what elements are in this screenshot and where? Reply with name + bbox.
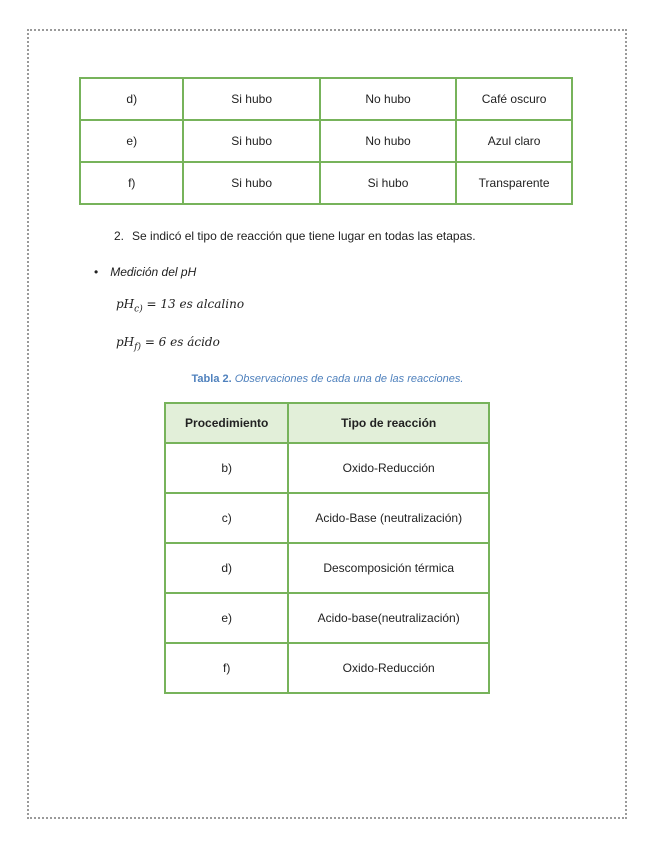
table-row — [165, 643, 489, 693]
table-cell: Si hubo — [183, 120, 319, 162]
table-cell: c) — [165, 493, 288, 543]
table-row — [80, 78, 572, 120]
bullet-icon: • — [94, 265, 99, 279]
formula-rest: = 13 es alcalino — [142, 297, 245, 311]
bullet-text: Medición del pH — [110, 265, 197, 279]
formula-rest: = 6 es ácido — [141, 335, 220, 349]
table-cell: Si hubo — [320, 162, 456, 204]
table-cell: Azul claro — [456, 120, 572, 162]
column-header: Procedimiento — [165, 403, 288, 443]
ph-formula-f — [116, 335, 220, 352]
caption-text: Observaciones de cada una de las reacciones. — [231, 373, 464, 385]
table-cell: Acido-Base (neutralización) — [288, 493, 489, 543]
item-number: 2. — [114, 229, 125, 243]
table-cell: e) — [80, 120, 183, 162]
ph-formula-c — [116, 297, 244, 314]
table-cell: e) — [165, 593, 288, 643]
table-row — [165, 593, 489, 643]
table-caption — [0, 373, 655, 385]
table-cell: d) — [80, 78, 183, 120]
table-cell: Café oscuro — [456, 78, 572, 120]
formula-sub: c) — [134, 304, 143, 315]
table-cell: d) — [165, 543, 288, 593]
observations-table — [79, 77, 573, 205]
table-row — [165, 543, 489, 593]
table-row — [80, 120, 572, 162]
table-cell: Si hubo — [183, 162, 319, 204]
bullet-item — [94, 265, 196, 279]
table-row — [165, 493, 489, 543]
numbered-item — [114, 229, 476, 243]
table-row — [165, 443, 489, 493]
item-text: Se indicó el tipo de reacción que tiene lugar en todas las etapas. — [132, 229, 476, 243]
table-cell: f) — [165, 643, 288, 693]
reaction-type-table — [164, 402, 490, 694]
table-cell: Si hubo — [183, 78, 319, 120]
table-cell: Oxido-Reducción — [288, 643, 489, 693]
caption-label: Tabla 2. — [191, 373, 232, 385]
table-row — [80, 162, 572, 204]
column-header: Tipo de reacción — [288, 403, 489, 443]
formula-base: pH — [116, 297, 135, 311]
table-cell: Oxido-Reducción — [288, 443, 489, 493]
table-cell: Descomposición térmica — [288, 543, 489, 593]
table-cell: b) — [165, 443, 288, 493]
formula-base: pH — [116, 335, 135, 349]
table-header-row — [165, 403, 489, 443]
table-cell: Transparente — [456, 162, 572, 204]
table-cell: f) — [80, 162, 183, 204]
table-cell: No hubo — [320, 78, 456, 120]
formula-sub: f) — [134, 342, 141, 353]
table-cell: Acido-base(neutralización) — [288, 593, 489, 643]
table-cell: No hubo — [320, 120, 456, 162]
